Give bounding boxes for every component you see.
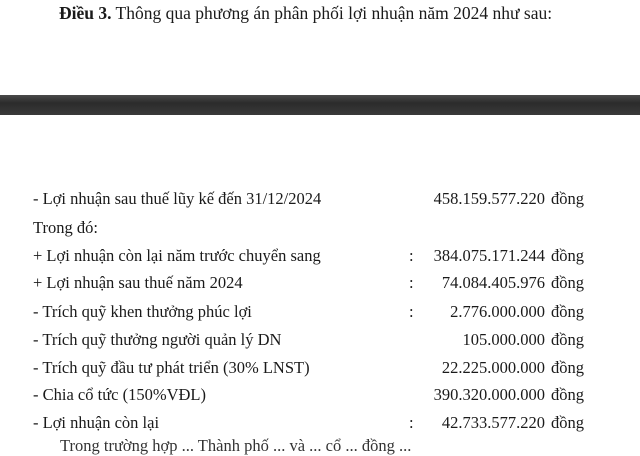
row-unit: đồng: [551, 246, 584, 265]
row-unit: đồng: [551, 189, 584, 208]
row-colon: :: [409, 302, 414, 321]
row-remaining-profit: [0, 413, 640, 437]
row-unit: đồng: [551, 385, 584, 404]
row-label: - Trích quỹ đầu tư phát triển (30% LNST): [33, 358, 310, 377]
row-amount: 390.320.000.000: [433, 385, 545, 404]
row-carried-over-profit: [0, 246, 640, 270]
row-colon: :: [409, 273, 414, 292]
row-amount: 384.075.171.244: [433, 246, 545, 265]
row-amount: 42.733.577.220: [441, 413, 545, 432]
row-unit: đồng: [551, 273, 584, 292]
row-welfare-fund: [0, 302, 640, 326]
row-unit: đồng: [551, 358, 584, 377]
row-label: + Lợi nhuận còn lại năm trước chuyển sang: [33, 246, 321, 265]
row-unit: đồng: [551, 413, 584, 432]
divider-bar: [0, 95, 640, 115]
row-total-profit: [0, 189, 640, 213]
article-text: Thông qua phương án phân phối lợi nhuận năm 2024 như sau:: [111, 3, 553, 23]
article-number: Điều 3.: [59, 3, 112, 23]
row-development-fund: [0, 358, 640, 382]
row-label: - Trích quỹ khen thưởng phúc lợi: [33, 302, 252, 321]
row-of-which: [0, 218, 640, 242]
article-heading: [59, 3, 552, 24]
row-label: - Trích quỹ thưởng người quản lý DN: [33, 330, 282, 349]
row-amount: 2.776.000.000: [450, 302, 545, 321]
row-colon: :: [409, 413, 414, 432]
cut-off-text-line: [0, 436, 640, 455]
row-label: + Lợi nhuận sau thuế năm 2024: [33, 273, 243, 292]
row-label: - Lợi nhuận sau thuế lũy kế đến 31/12/2024: [33, 189, 322, 208]
row-amount: 22.225.000.000: [441, 358, 545, 377]
row-colon: :: [409, 246, 414, 265]
row-label: - Lợi nhuận còn lại: [33, 413, 160, 432]
row-profit-2024: [0, 273, 640, 297]
cut-off-text: Trong trường hợp ... Thành phố ... và ... cổ ... đồng ...: [60, 436, 412, 455]
row-amount: 74.084.405.976: [441, 273, 545, 292]
row-amount: 105.000.000: [462, 330, 545, 349]
row-amount: 458.159.577.220: [433, 189, 545, 208]
row-unit: đồng: [551, 330, 584, 349]
row-label: Trong đó:: [33, 218, 98, 237]
row-dividend: [0, 385, 640, 409]
row-manager-bonus-fund: [0, 330, 640, 354]
row-label: - Chia cổ tức (150%VĐL): [33, 385, 206, 404]
row-unit: đồng: [551, 302, 584, 321]
